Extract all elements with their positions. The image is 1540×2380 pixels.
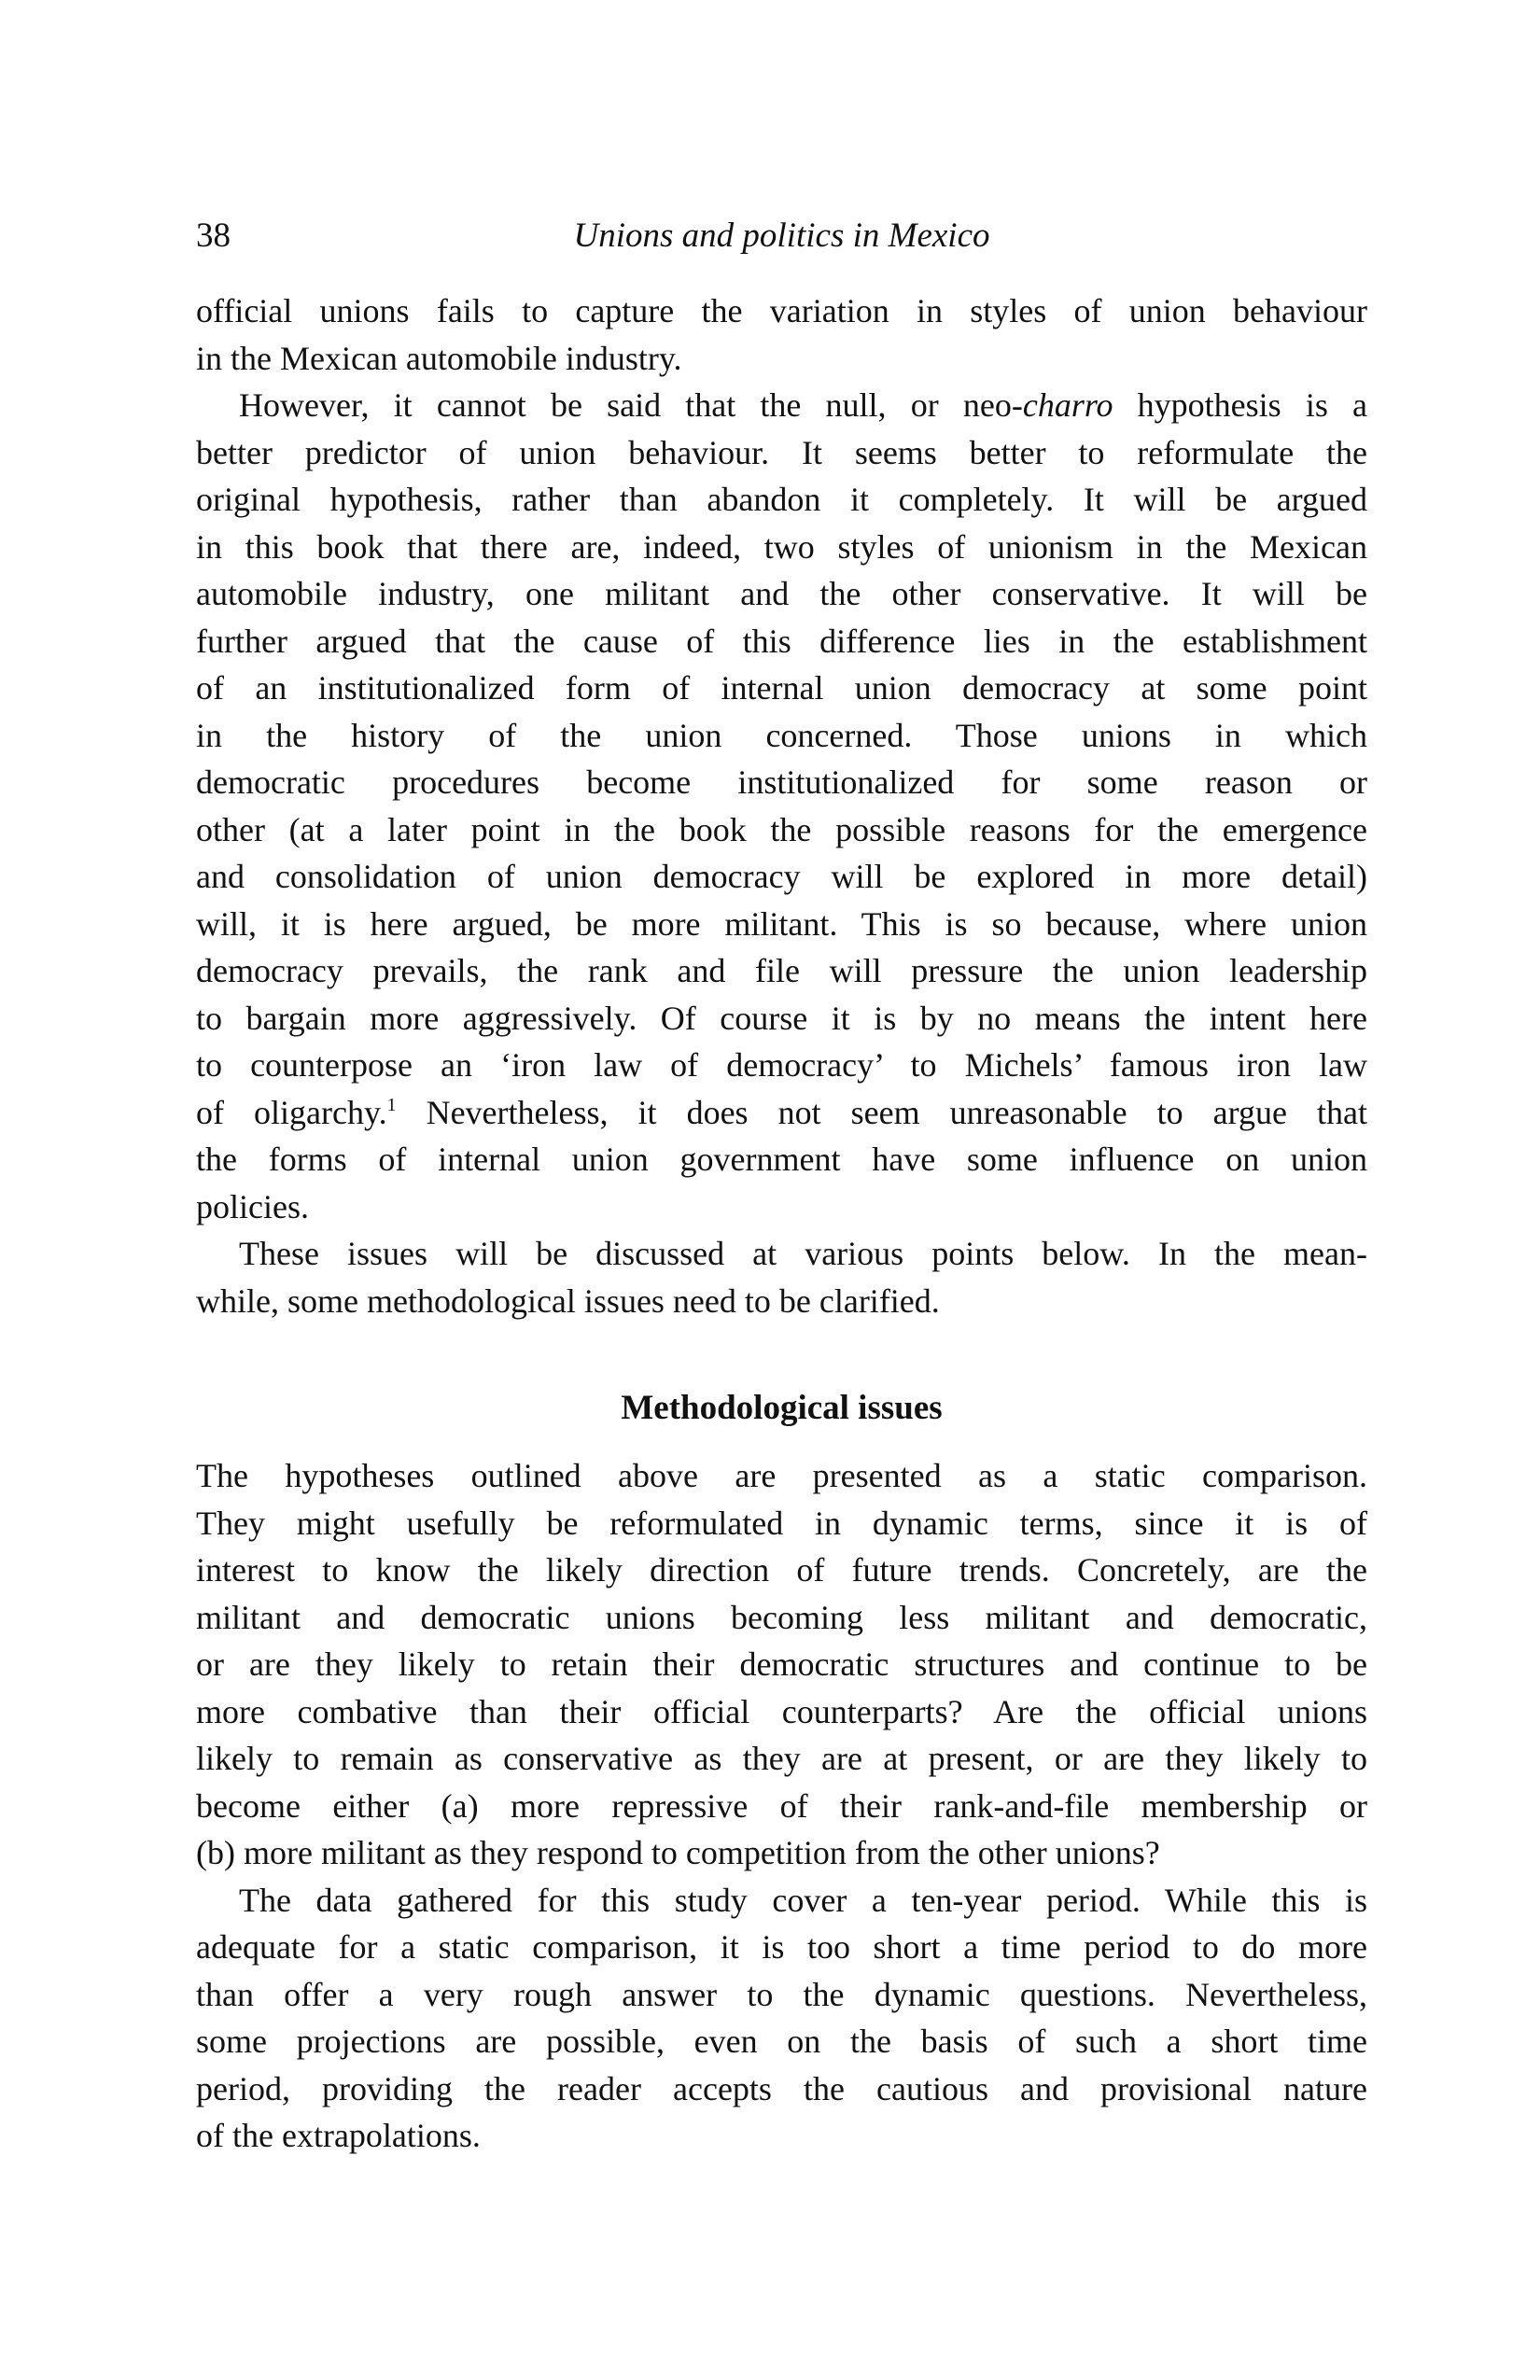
text-line: and consolidation of union democracy will be explored in more detail) bbox=[196, 858, 1367, 895]
page-header bbox=[196, 213, 1367, 259]
text-line: further argued that the cause of this difference lies in the establishment bbox=[196, 622, 1367, 660]
running-title: Unions and politics in Mexico bbox=[573, 217, 990, 255]
text-line: or are they likely to retain their democratic structures and continue to be bbox=[196, 1645, 1367, 1683]
text-line: These issues will be discussed at various points below. In the mean- bbox=[239, 1235, 1367, 1272]
text-line: original hypothesis, rather than abandon it completely. It will be argued bbox=[196, 481, 1367, 518]
text-line: the forms of internal union government have some influence on union bbox=[196, 1141, 1367, 1178]
paragraph bbox=[196, 382, 1367, 1230]
text-line: better predictor of union behaviour. It seems better to reformulate the bbox=[196, 433, 1367, 471]
text-line: policies. bbox=[196, 1187, 309, 1225]
paragraph bbox=[196, 1230, 1367, 1324]
italic-text: charro bbox=[1022, 386, 1113, 424]
page-number: 38 bbox=[196, 217, 231, 255]
section-heading: Methodological issues bbox=[621, 1389, 943, 1427]
footnote-marker[interactable]: 1 bbox=[386, 1094, 397, 1115]
paragraph bbox=[196, 287, 1367, 382]
text-line: some projections are possible, even on the basis of such a short time bbox=[196, 2023, 1367, 2060]
text-line: of an institutionalized form of internal union democracy at some point bbox=[196, 669, 1367, 707]
text-line: more combative than their official counterparts? Are the official unions bbox=[196, 1692, 1367, 1730]
text-line: democratic procedures become institutionalized for some reason or bbox=[196, 763, 1367, 801]
text-line: become either (a) more repressive of their rank-and-file membership or bbox=[196, 1786, 1367, 1825]
text-line: in this book that there are, indeed, two styles of unionism in the Mexican bbox=[196, 527, 1367, 566]
text-line: official unions fails to capture the variation in styles of union behaviour bbox=[196, 292, 1367, 329]
text-line: will, it is here argued, be more militant. This is so because, where union bbox=[196, 904, 1367, 943]
text-line: democracy prevails, the rank and file will pressure the union leadership bbox=[196, 952, 1367, 989]
text-line: They might usefully be reformulated in dynamic terms, since it is of bbox=[196, 1504, 1367, 1542]
text-line: militant and democratic unions becoming less militant and democratic, bbox=[196, 1598, 1367, 1636]
text-segment: However, it cannot be said that the null, or neo- bbox=[239, 386, 1023, 424]
text-line: The hypotheses outlined above are presented as a static comparison. bbox=[196, 1457, 1367, 1494]
text-line: to counterpose an ‘iron law of democracy’ to Michels’ famous iron law bbox=[196, 1046, 1367, 1084]
text-line: while, some methodological issues need to be clarified. bbox=[196, 1281, 940, 1320]
paragraph bbox=[196, 1452, 1367, 1877]
text-line: (b) more militant as they respond to competition from the other unions? bbox=[196, 1834, 1160, 1871]
text-line: than offer a very rough answer to the dynamic questions. Nevertheless, bbox=[196, 1975, 1367, 2013]
text-line: likely to remain as conservative as they are at present, or are they likely to bbox=[196, 1740, 1367, 1777]
text-line: in the history of the union concerned. Those unions in which bbox=[196, 716, 1367, 754]
body-text bbox=[196, 287, 1367, 2160]
text-line: interest to know the likely direction of future trends. Concretely, are the bbox=[196, 1551, 1367, 1589]
text-line: period, providing the reader accepts the cautious and provisional nature bbox=[196, 2069, 1367, 2107]
text-segment: of oligarchy. bbox=[196, 1093, 387, 1131]
paragraph bbox=[196, 1877, 1367, 2160]
text-line: of the extrapolations. bbox=[196, 2117, 481, 2154]
text-line: in the Mexican automobile industry. bbox=[196, 339, 682, 377]
text-line: to bargain more aggressively. Of course it is by no means the intent here bbox=[196, 999, 1367, 1037]
text-segment: Nevertheless, it does not seem unreasonable to argue that bbox=[396, 1093, 1367, 1131]
text-line: automobile industry, one militant and the other conservative. It will be bbox=[196, 575, 1367, 612]
text-line: adequate for a static comparison, it is too short a time period to do more bbox=[196, 1928, 1367, 1966]
text-line: other (at a later point in the book the possible reasons for the emergence bbox=[196, 810, 1367, 848]
text-segment: hypothesis is a bbox=[1113, 386, 1367, 424]
text-line bbox=[196, 1089, 1367, 1137]
text-line bbox=[196, 382, 1367, 429]
text-line: The data gathered for this study cover a ten-year period. While this is bbox=[239, 1881, 1367, 1919]
